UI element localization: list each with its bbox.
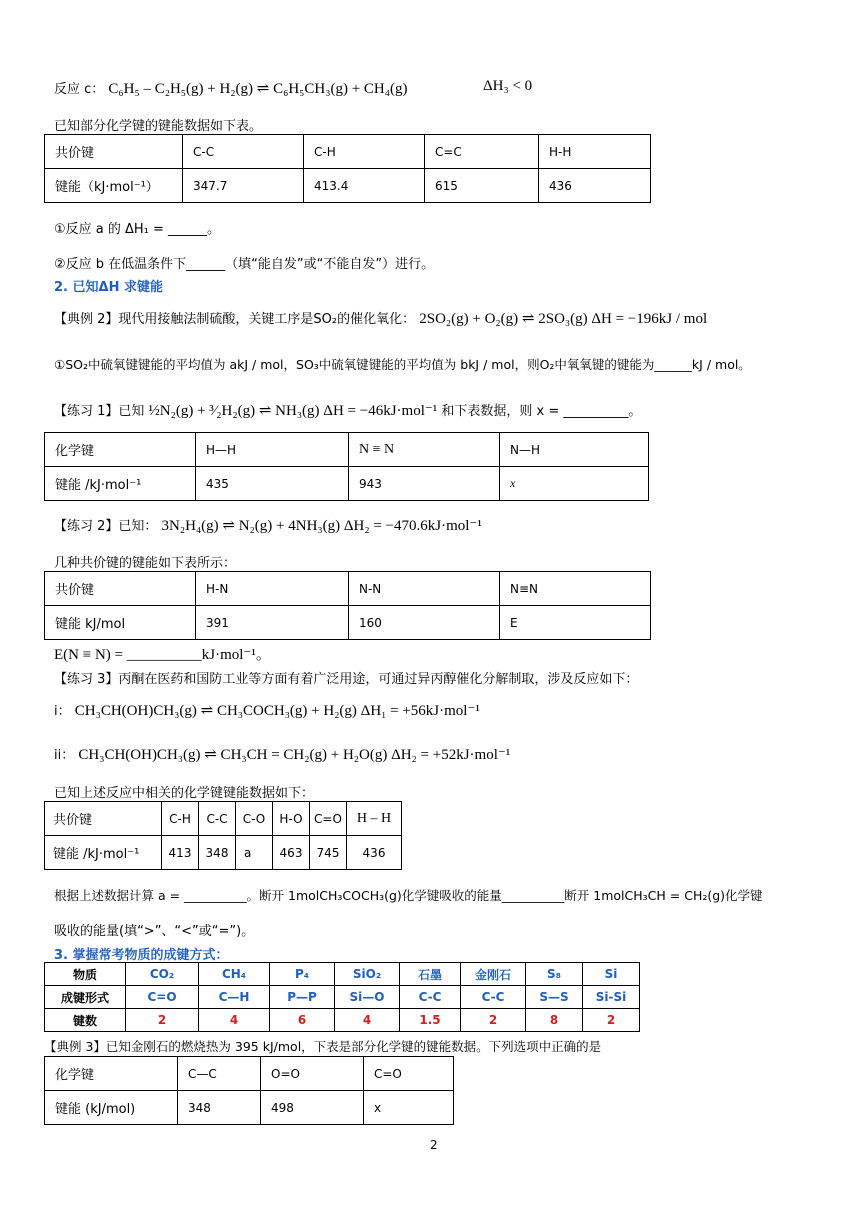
table-cell: 348 (178, 1091, 261, 1125)
table-cell: 413 (162, 836, 199, 870)
table-cell: 2 (126, 1009, 199, 1032)
example-3-text: 【典例 3】已知金刚石的燃烧热为 395 kJ/mol，下表是部分化学键的键能数据。下列选项中正确的是 (44, 1039, 602, 1054)
practice-2-intro: 几种共价键的键能如下表所示： (54, 556, 237, 571)
table-cell: 498 (261, 1091, 364, 1125)
table-cell: C—H (199, 986, 270, 1009)
table-row (45, 467, 649, 501)
practice-2-line (54, 515, 482, 535)
table-cell: 键数 (45, 1009, 126, 1032)
practice-2-equation: 3N₂H₄(g) ⇌ N₂(g) + 4NH₃(g) ΔH₂ = −470.6kJ·mol⁻¹ (161, 518, 482, 534)
table-row (45, 986, 640, 1009)
table-cell: N—H (500, 433, 649, 467)
table-cell: C=O (364, 1057, 454, 1091)
table-cell: H – H (347, 802, 402, 836)
table-cell: CH₄ (199, 963, 270, 986)
table-cell: 348 (199, 836, 236, 870)
table-cell: 共价键 (45, 572, 196, 606)
table-cell: 160 (349, 606, 500, 640)
table-cell: N ≡ N (349, 433, 500, 467)
bond-energy-table-4 (44, 801, 402, 870)
practice-2-label: 【练习 2】已知： (54, 519, 158, 534)
practice-3-text: 【练习 3】丙酮在医药和国防工业等方面有着广泛用途，可通过异丙醇催化分解制取，涉及反应如下： (54, 672, 639, 687)
table-cell: C=O (310, 802, 347, 836)
table-cell: C-C (199, 802, 236, 836)
reaction-c-line (54, 78, 407, 98)
table-cell: P—P (270, 986, 335, 1009)
table-cell: 463 (273, 836, 310, 870)
table-cell: 745 (310, 836, 347, 870)
table-cell: CO₂ (126, 963, 199, 986)
table-cell: 413.4 (304, 169, 425, 203)
table-cell: C-C (400, 986, 461, 1009)
practice-1-label: 【练习 1】已知 (54, 404, 145, 419)
practice-1-tail: 和下表数据，则 x = __________。 (441, 404, 642, 419)
table-row (45, 135, 651, 169)
table-cell: 8 (526, 1009, 583, 1032)
table-cell: 4 (335, 1009, 400, 1032)
table-cell: C-C (461, 986, 526, 1009)
table-cell: a (236, 836, 273, 870)
example-2-line (54, 308, 707, 328)
table-cell: Si—O (335, 986, 400, 1009)
practice-3-table-intro: 已知上述反应中相关的化学键键能数据如下： (54, 786, 315, 801)
table-cell: 键能 /kJ·mol⁻¹ (45, 836, 162, 870)
table-cell: 6 (270, 1009, 335, 1032)
table-cell: S—S (526, 986, 583, 1009)
table-cell: N≡N (500, 572, 651, 606)
table-cell: 435 (196, 467, 349, 501)
table-cell: 2 (583, 1009, 640, 1032)
table-row (45, 836, 402, 870)
table-cell: 共价键 (45, 802, 162, 836)
table-cell: 键能 /kJ·mol⁻¹ (45, 467, 196, 501)
table-row (45, 1009, 640, 1032)
table-cell: SiO₂ (335, 963, 400, 986)
example-2-text: 【典例 2】现代用接触法制硫酸，关键工序是SO₂的催化氧化： (54, 312, 416, 327)
table-row (45, 1057, 454, 1091)
table-cell: 石墨 (400, 963, 461, 986)
reaction-c-label: 反应 c： (54, 82, 105, 97)
table-cell: 化学键 (45, 1057, 178, 1091)
table-cell: x (364, 1091, 454, 1125)
table-cell: 4 (199, 1009, 270, 1032)
table-cell: N-N (349, 572, 500, 606)
table-cell: 成键形式 (45, 986, 126, 1009)
table-cell: 键能（kJ·mol⁻¹） (45, 169, 183, 203)
table-cell: 943 (349, 467, 500, 501)
table-row (45, 572, 651, 606)
eq-ii: CH₃CH(OH)CH₃(g) ⇌ CH₃CH = CH₂(g) + H₂O(g) ΔH₂ = +52kJ·mol⁻¹ (78, 747, 511, 763)
bond-energy-table-6 (44, 1056, 454, 1125)
table-cell: C-O (236, 802, 273, 836)
table-row (45, 606, 651, 640)
table-cell: 键能 kJ/mol (45, 606, 196, 640)
table-cell: H—H (196, 433, 349, 467)
table-cell: 化学键 (45, 433, 196, 467)
table-cell: 2 (461, 1009, 526, 1032)
table-row (45, 802, 402, 836)
table-cell: 键能 (kJ/mol) (45, 1091, 178, 1125)
table-cell: H-O (273, 802, 310, 836)
section-2-heading: 2. 已知ΔH 求键能 (54, 280, 163, 295)
table-row (45, 963, 640, 986)
bond-energy-table-1 (44, 134, 651, 203)
table-cell: 物质 (45, 963, 126, 986)
table-cell: 347.7 (183, 169, 304, 203)
table-cell: C-C (183, 135, 304, 169)
table-cell: Si-Si (583, 986, 640, 1009)
page-number: 2 (430, 1138, 438, 1152)
table-cell: 615 (425, 169, 539, 203)
section-3-heading: 3. 掌握常考物质的成键方式： (54, 948, 229, 963)
table-cell: C=O (126, 986, 199, 1009)
table-row (45, 1091, 454, 1125)
bond-energy-table-2 (44, 432, 649, 501)
table-cell: x (500, 467, 649, 501)
table-cell: E (500, 606, 651, 640)
table-cell: S₈ (526, 963, 583, 986)
practice-3-eq-ii (54, 744, 510, 764)
table-cell: C=C (425, 135, 539, 169)
reaction-c-dh: ΔH₃ < 0 (483, 78, 533, 94)
practice-1-line (54, 400, 641, 420)
table-cell: 391 (196, 606, 349, 640)
reaction-c-equation: C₆H₅ – C₂H₅(g) + H₂(g) ⇌ C₆H₅CH₃(g) + CH₄(g) (108, 81, 408, 97)
practice-3-eq-i (54, 700, 480, 720)
practice-2-answer: E(N ≡ N) = __________kJ·mol⁻¹。 (54, 647, 271, 663)
bond-data-intro: 已知部分化学键的键能数据如下表。 (54, 119, 263, 134)
eq-i-label: i： (54, 704, 71, 719)
table-cell: 金刚石 (461, 963, 526, 986)
practice-3-question-line2: 吸收的能量(填“>”、“<”或“=”)。 (54, 924, 255, 939)
table-cell: 436 (347, 836, 402, 870)
practice-3-question-line1: 根据上述数据计算 a = __________。断开 1molCH₃COCH₃(g)化学键吸收的能量__________断开 1molCH₃CH = CH₂(g)化学键 (54, 888, 763, 903)
question-2: ②反应 b 在低温条件下______（填“能自发”或“不能自发”）进行。 (54, 257, 435, 272)
example-2-question: ①SO₂中硫氧键键能的平均值为 akJ / mol，SO₃中硫氧键键能的平均值为 bkJ / mol，则O₂中氧氧键的键能为______kJ / mol。 (54, 357, 751, 372)
bond-energy-table-3 (44, 571, 651, 640)
table-cell: H-H (539, 135, 651, 169)
bond-mode-table (44, 962, 640, 1032)
eq-i: CH₃CH(OH)CH₃(g) ⇌ CH₃COCH₃(g) + H₂(g) ΔH₁ = +56kJ·mol⁻¹ (74, 703, 480, 719)
table-cell: 436 (539, 169, 651, 203)
table-cell: O=O (261, 1057, 364, 1091)
table-cell: Si (583, 963, 640, 986)
table-cell: 1.5 (400, 1009, 461, 1032)
example-2-equation: 2SO₂(g) + O₂(g) ⇌ 2SO₃(g) ΔH = −196kJ / mol (419, 311, 708, 327)
table-row (45, 433, 649, 467)
question-1: ①反应 a 的 ΔH₁ = ______。 (54, 222, 221, 237)
table-row (45, 169, 651, 203)
table-cell: H-N (196, 572, 349, 606)
table-cell: 共价键 (45, 135, 183, 169)
table-cell: C—C (178, 1057, 261, 1091)
eq-ii-label: ii： (54, 748, 75, 763)
practice-1-equation: ½N₂(g) + ³⁄₂H₂(g) ⇌ NH₃(g) ΔH = −46kJ·mol⁻¹ (148, 403, 438, 419)
table-cell: C-H (162, 802, 199, 836)
table-cell: P₄ (270, 963, 335, 986)
table-cell: C-H (304, 135, 425, 169)
